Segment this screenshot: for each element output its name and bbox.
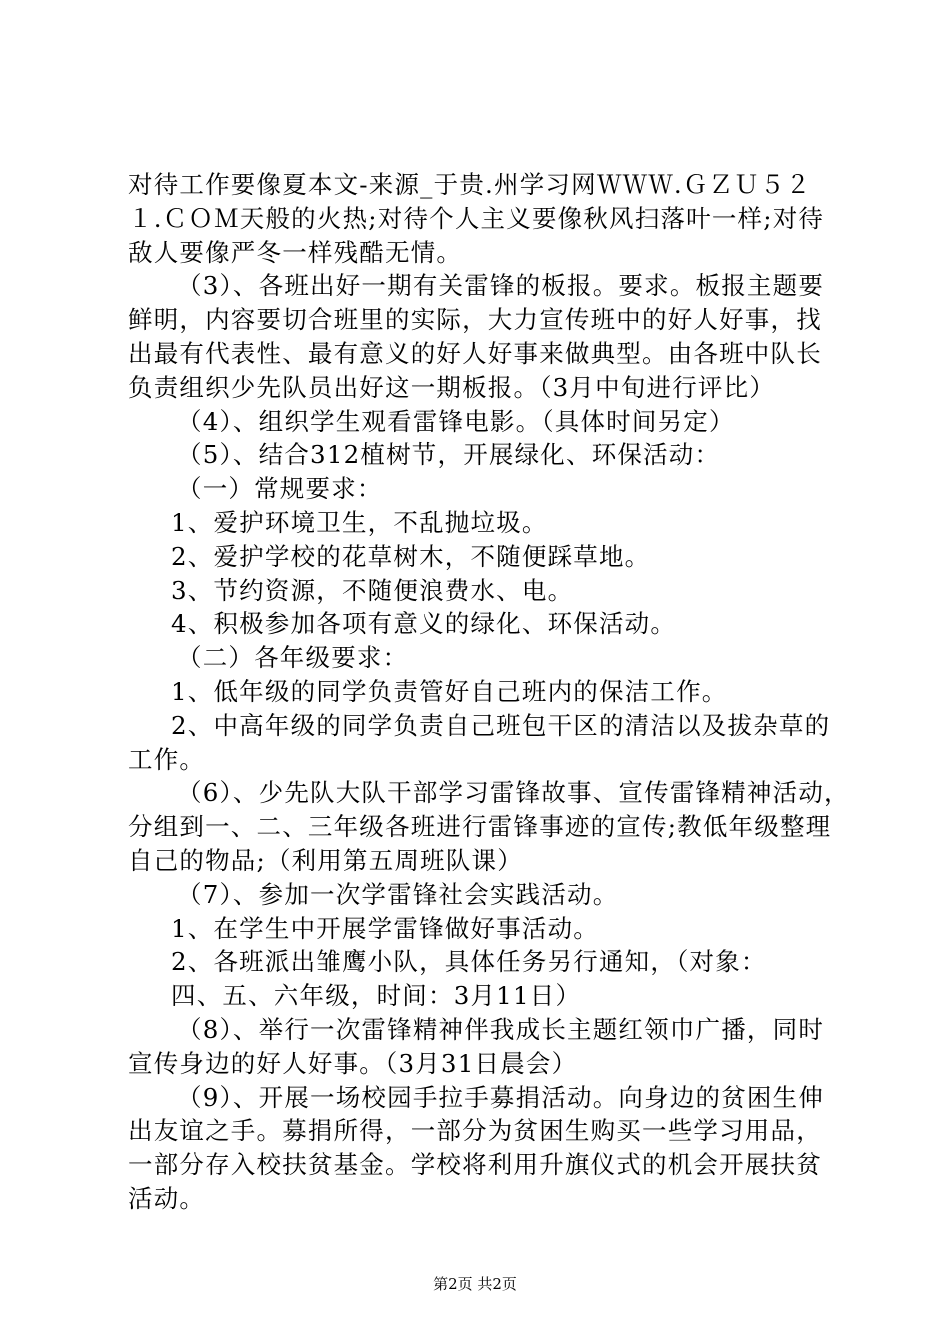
text-line: 1、爱护环境卫生，不乱抛垃圾。 [171, 507, 548, 537]
text-line: （5）、结合312植树节，开展绿化、环保活动： [177, 440, 721, 470]
text-line: 2、爱护学校的花草树木，不随便踩草地。 [171, 541, 651, 571]
text-line: 2、中高年级的同学负责自己班包干区的清洁以及拔杂草的 [171, 710, 831, 740]
text-line: （6）、少先队大队干部学习雷锋故事、宣传雷锋精神活动， [177, 778, 850, 808]
text-line: （二）各年级要求： [177, 643, 409, 673]
text-line: （4）、组织学生观看雷锋电影。（具体时间另定） [177, 406, 735, 436]
text-line: 3、节约资源，不随便浪费水、电。 [171, 575, 574, 605]
text-line: 一部分存入校扶贫基金。学校将利用升旗仪式的机会开展扶贫 [128, 1150, 822, 1180]
text-line: （8）、举行一次雷锋精神伴我成长主题红领巾广播，同时 [177, 1014, 825, 1044]
text-line: 4、积极参加各项有意义的绿化、环保活动。 [171, 609, 677, 639]
text-line: （3）、各班出好一期有关雷锋的板报。要求。板报主题要 [177, 271, 825, 301]
text-line: 对待工作要像夏本文-来源_于贵.州学习网ＷＷＷ.ＧＺＵ５２ [128, 170, 812, 199]
text-line: 敌人要像严冬一样残酷无情。 [128, 237, 463, 267]
text-line: 1、低年级的同学负责管好自己班内的保洁工作。 [171, 676, 728, 706]
text-line: 出最有代表性、最有意义的好人好事来做典型。由各班中队长 [128, 338, 822, 368]
text-line: 工作。 [128, 744, 206, 774]
text-line: 四、五、六年级，时间：3月11日） [171, 981, 582, 1011]
text-line: 鲜明，内容要切合班里的实际，大力宣传班中的好人好事，找 [128, 305, 822, 335]
text-line: 宣传身边的好人好事。（3月31日晨会） [128, 1048, 578, 1078]
page-footer [0, 1274, 950, 1294]
text-line: （7）、参加一次学雷锋社会实践活动。 [177, 879, 619, 909]
text-line: 分组到一、二、三年级各班进行雷锋事迹的宣传;教低年级整理 [128, 812, 832, 842]
page-number-label: 第2页 共2页 [433, 1275, 517, 1293]
text-line: 2、各班派出雏鹰小队，具体任务另行通知，（对象： [171, 947, 767, 977]
text-line: 出友谊之手。募捐所得，一部分为贫困生购买一些学习用品， [128, 1116, 822, 1146]
text-line: 负责组织少先队员出好这一期板报。（3月中旬进行评比） [128, 372, 776, 402]
text-line: 活动。 [128, 1183, 206, 1213]
text-line: 1、在学生中开展学雷锋做好事活动。 [171, 913, 599, 943]
text-line: １.ＣＯＭ天般的火热;对待个人主义要像秋风扫落叶一样;对待 [128, 203, 825, 233]
text-line: 自己的物品;（利用第五周班队课） [128, 845, 523, 875]
document-body [128, 168, 850, 1216]
text-line: （9）、开展一场校园手拉手募捐活动。向身边的贫困生伸 [177, 1082, 825, 1112]
text-line: （一）常规要求： [177, 474, 383, 504]
